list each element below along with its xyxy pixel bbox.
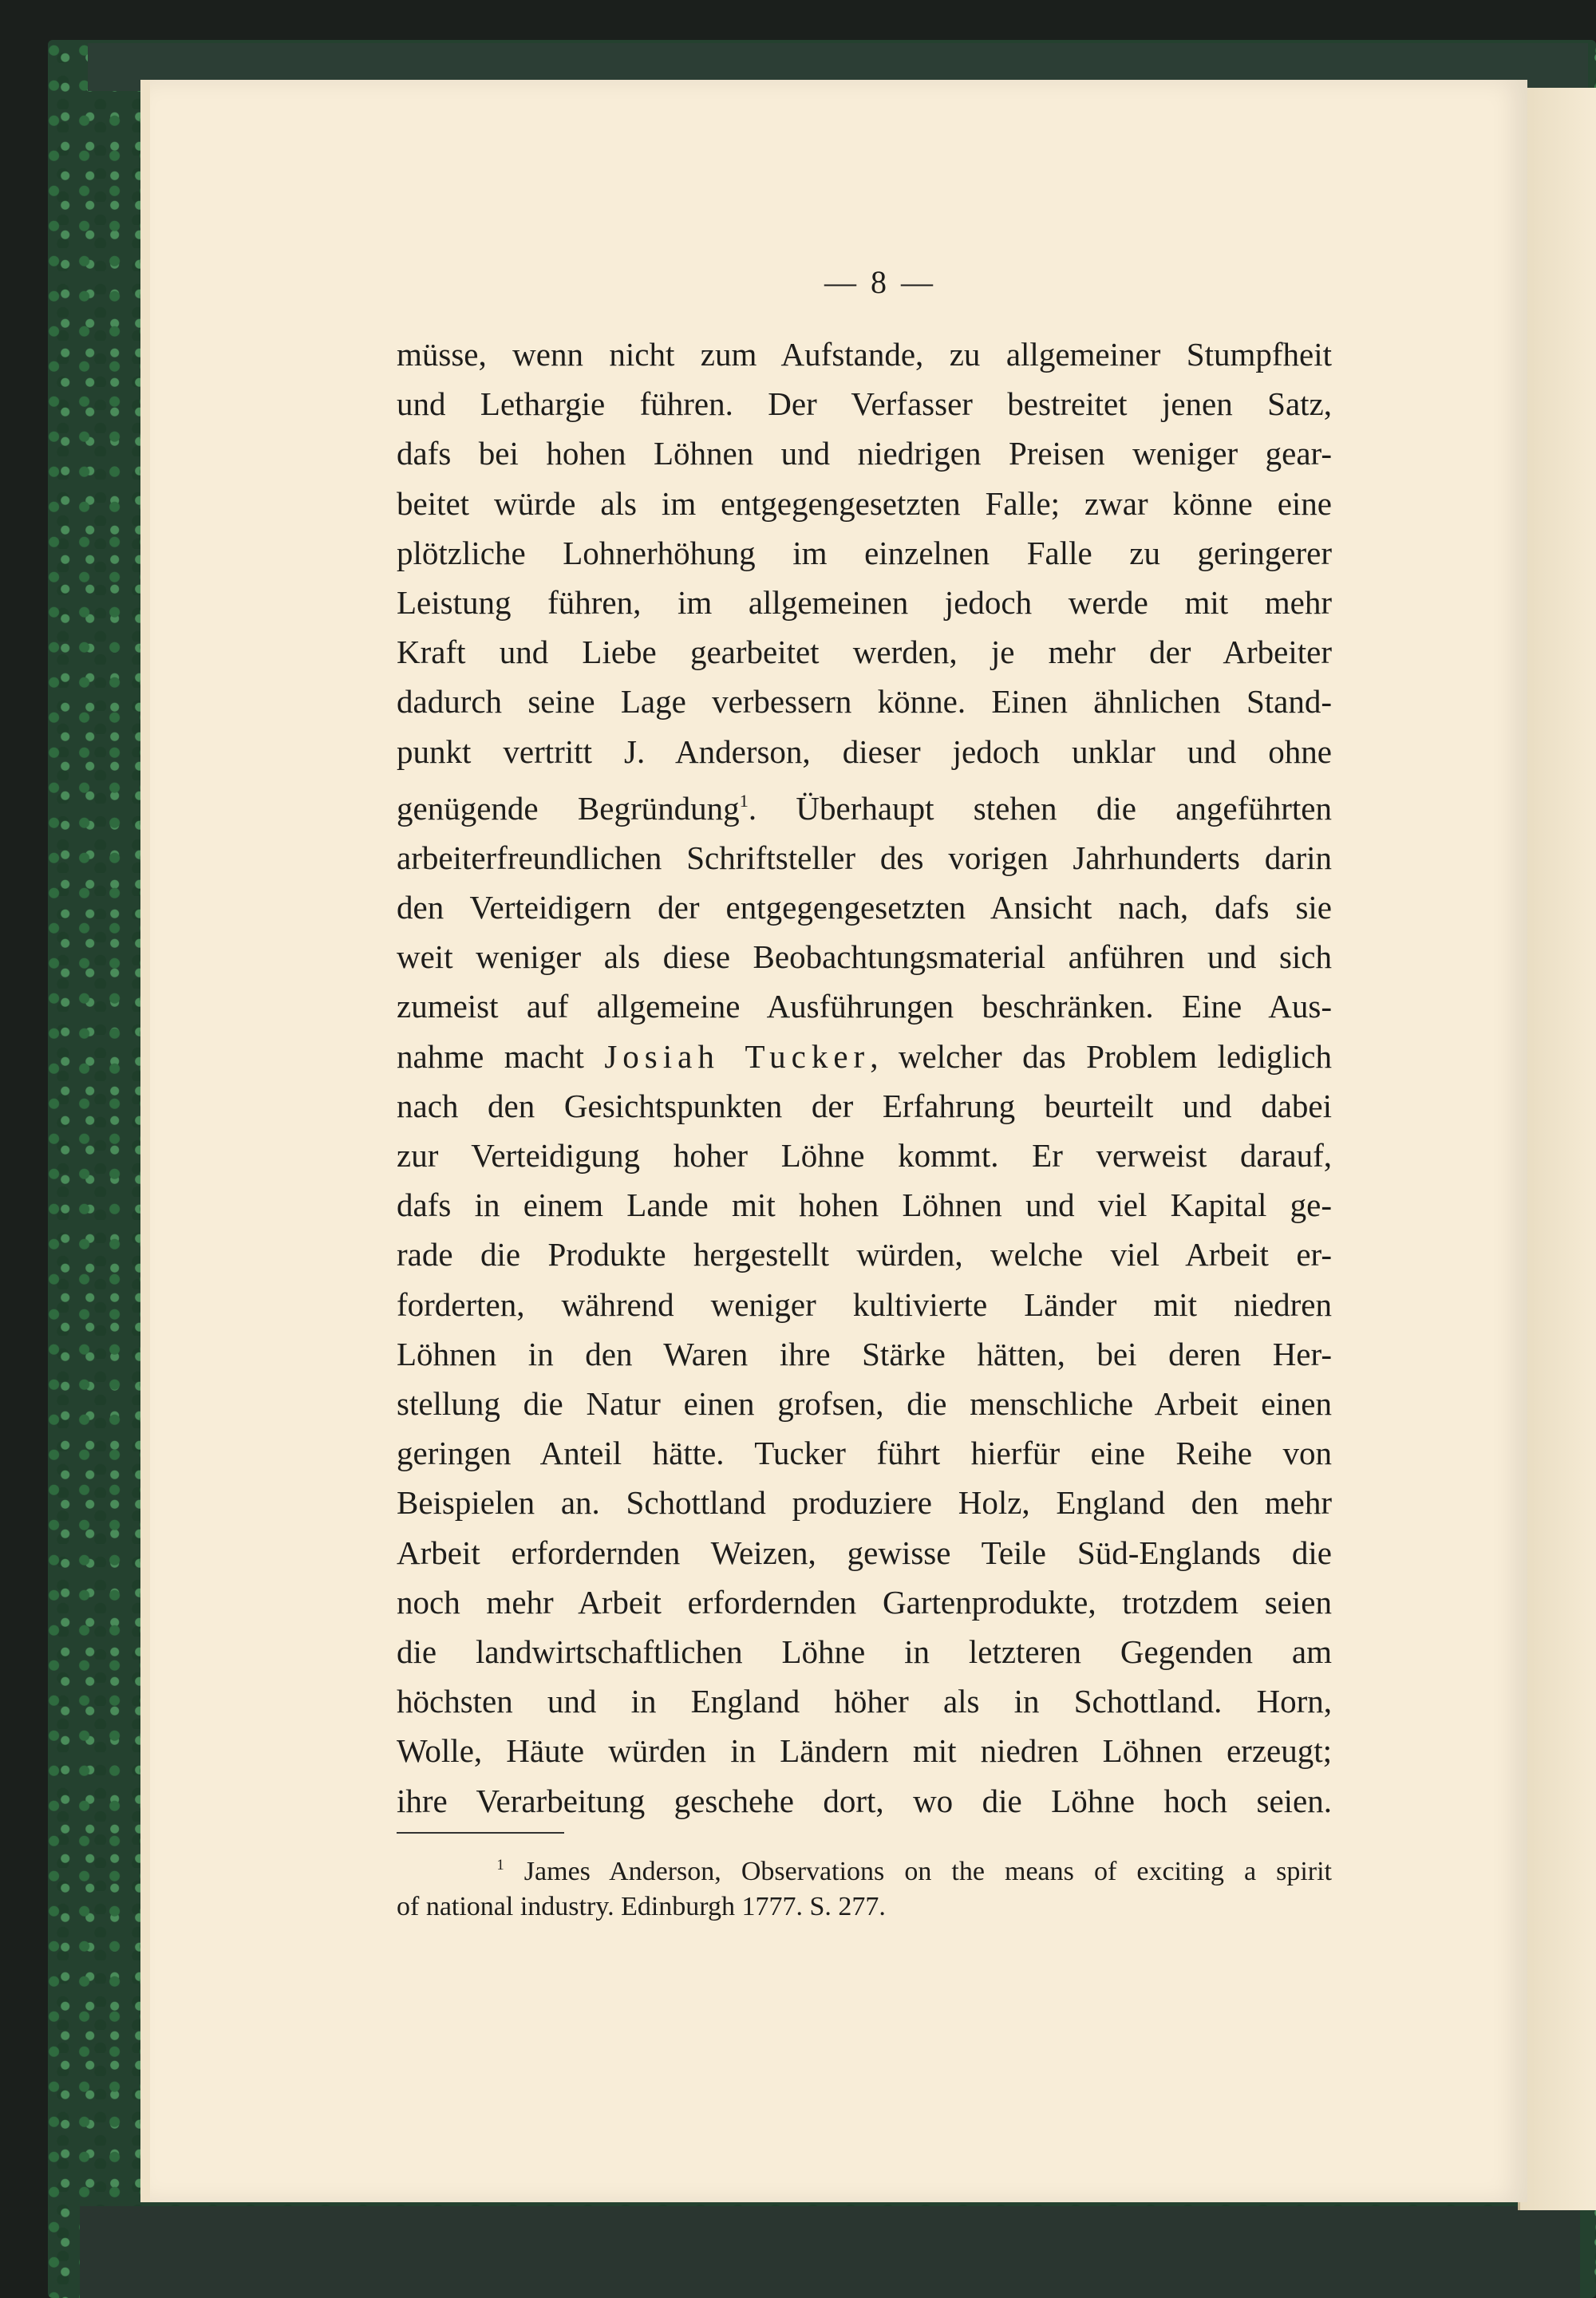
text-line: zur Verteidigung hoher Löhne kommt. Er verweist darauf, [397,1137,1332,1175]
footnote-reference: 1 [739,790,749,811]
page-number: — 8 — [824,264,936,300]
text-line: zumeist auf allgemeine Ausführungen beschränken. Eine Aus- [397,988,1332,1025]
text-line: beitet würde als im entgegengesetzten Falle; zwar könne eine [397,484,1332,522]
text-line: stellung die Natur einen grofsen, die menschliche Arbeit einen [397,1385,1332,1423]
text-segment: genügende Begründung [397,789,740,827]
text-line: nach den Gesichtspunkten der Erfahrung beurteilt und dabei [397,1087,1332,1124]
text-line: ihre Verarbeitung geschehe dort, wo die Löhne hoch seien. [397,1782,1332,1819]
text-line: den Verteidigern der entgegengesetzten Ansicht nach, dafs sie [397,889,1332,926]
text-segment: nahme macht [397,1037,584,1075]
facing-page-edge [1518,88,1596,2210]
spaced-name: Josiah Tucker [604,1037,871,1075]
text-line: dafs in einem Lande mit hohen Löhnen und viel Kapital ge- [397,1187,1332,1224]
text-line: geringen Anteil hätte. Tucker führt hierfür eine Reihe von [397,1435,1332,1472]
text-line-with-name [397,1032,1332,1081]
text-line: dafs bei hohen Löhnen und niedrigen Preisen weniger gear- [397,435,1332,472]
text-line: arbeiterfreundlichen Schriftsteller des vorigen Jahrhunderts darin [397,839,1332,876]
text-line: punkt vertritt J. Anderson, dieser jedoch unklar und ohne [397,732,1332,770]
text-line: Löhnen in den Waren ihre Stärke hätten, bei deren Her- [397,1335,1332,1372]
text-line: Wolle, Häute würden in Ländern mit niedren Löhnen erzeugt; [397,1732,1332,1770]
body-text [397,330,1332,1826]
text-line: Kraft und Liebe gearbeitet werden, je mehr der Arbeiter [397,634,1332,671]
footnote-line [397,1848,1332,1889]
text-segment: , welcher das Problem lediglich [870,1037,1332,1075]
text-line: und Lethargie führen. Der Verfasser bestreitet jenen Satz, [397,385,1332,423]
footnote-text: James Anderson, Observations on the means of exciting a spirit [523,1856,1333,1886]
footnote [397,1848,1332,1925]
text-line: Beispielen an. Schottland produziere Holz, England den mehr [397,1484,1332,1522]
cover-edge-bottom [80,2206,1580,2298]
page-content [397,263,1332,1925]
text-segment: . Überhaupt stehen die angeführten [748,789,1332,827]
text-line: plötzliche Lohnerhöhung im einzelnen Falle zu geringerer [397,534,1332,571]
text-line: Arbeit erfordernden Weizen, gewisse Teile Süd-Englands die [397,1534,1332,1571]
text-line: dadurch seine Lage verbessern könne. Einen ähnlichen Stand- [397,683,1332,721]
footnote-number: 1 [496,1856,504,1874]
footnote-divider [397,1832,564,1834]
text-line: rade die Produkte hergestellt würden, welche viel Arbeit er- [397,1236,1332,1273]
text-line-with-footnote-ref [397,776,1332,833]
footnote-line: of national industry. Edinburgh 1777. S. 277. [397,1891,886,1921]
text-line: noch mehr Arbeit erfordernden Gartenprodukte, trotzdem seien [397,1583,1332,1621]
text-line: höchsten und in England höher als in Schottland. Horn, [397,1683,1332,1720]
text-line: die landwirtschaftlichen Löhne in letzteren Gegenden am [397,1633,1332,1671]
text-line: Leistung führen, im allgemeinen jedoch werde mit mehr [397,584,1332,622]
text-line: weit weniger als diese Beobachtungsmaterial anführen und sich [397,938,1332,976]
text-line: müsse, wenn nicht zum Aufstande, zu allgemeiner Stumpfheit [397,336,1332,373]
text-line: forderten, während weniger kultivierte Länder mit niedren [397,1285,1332,1323]
